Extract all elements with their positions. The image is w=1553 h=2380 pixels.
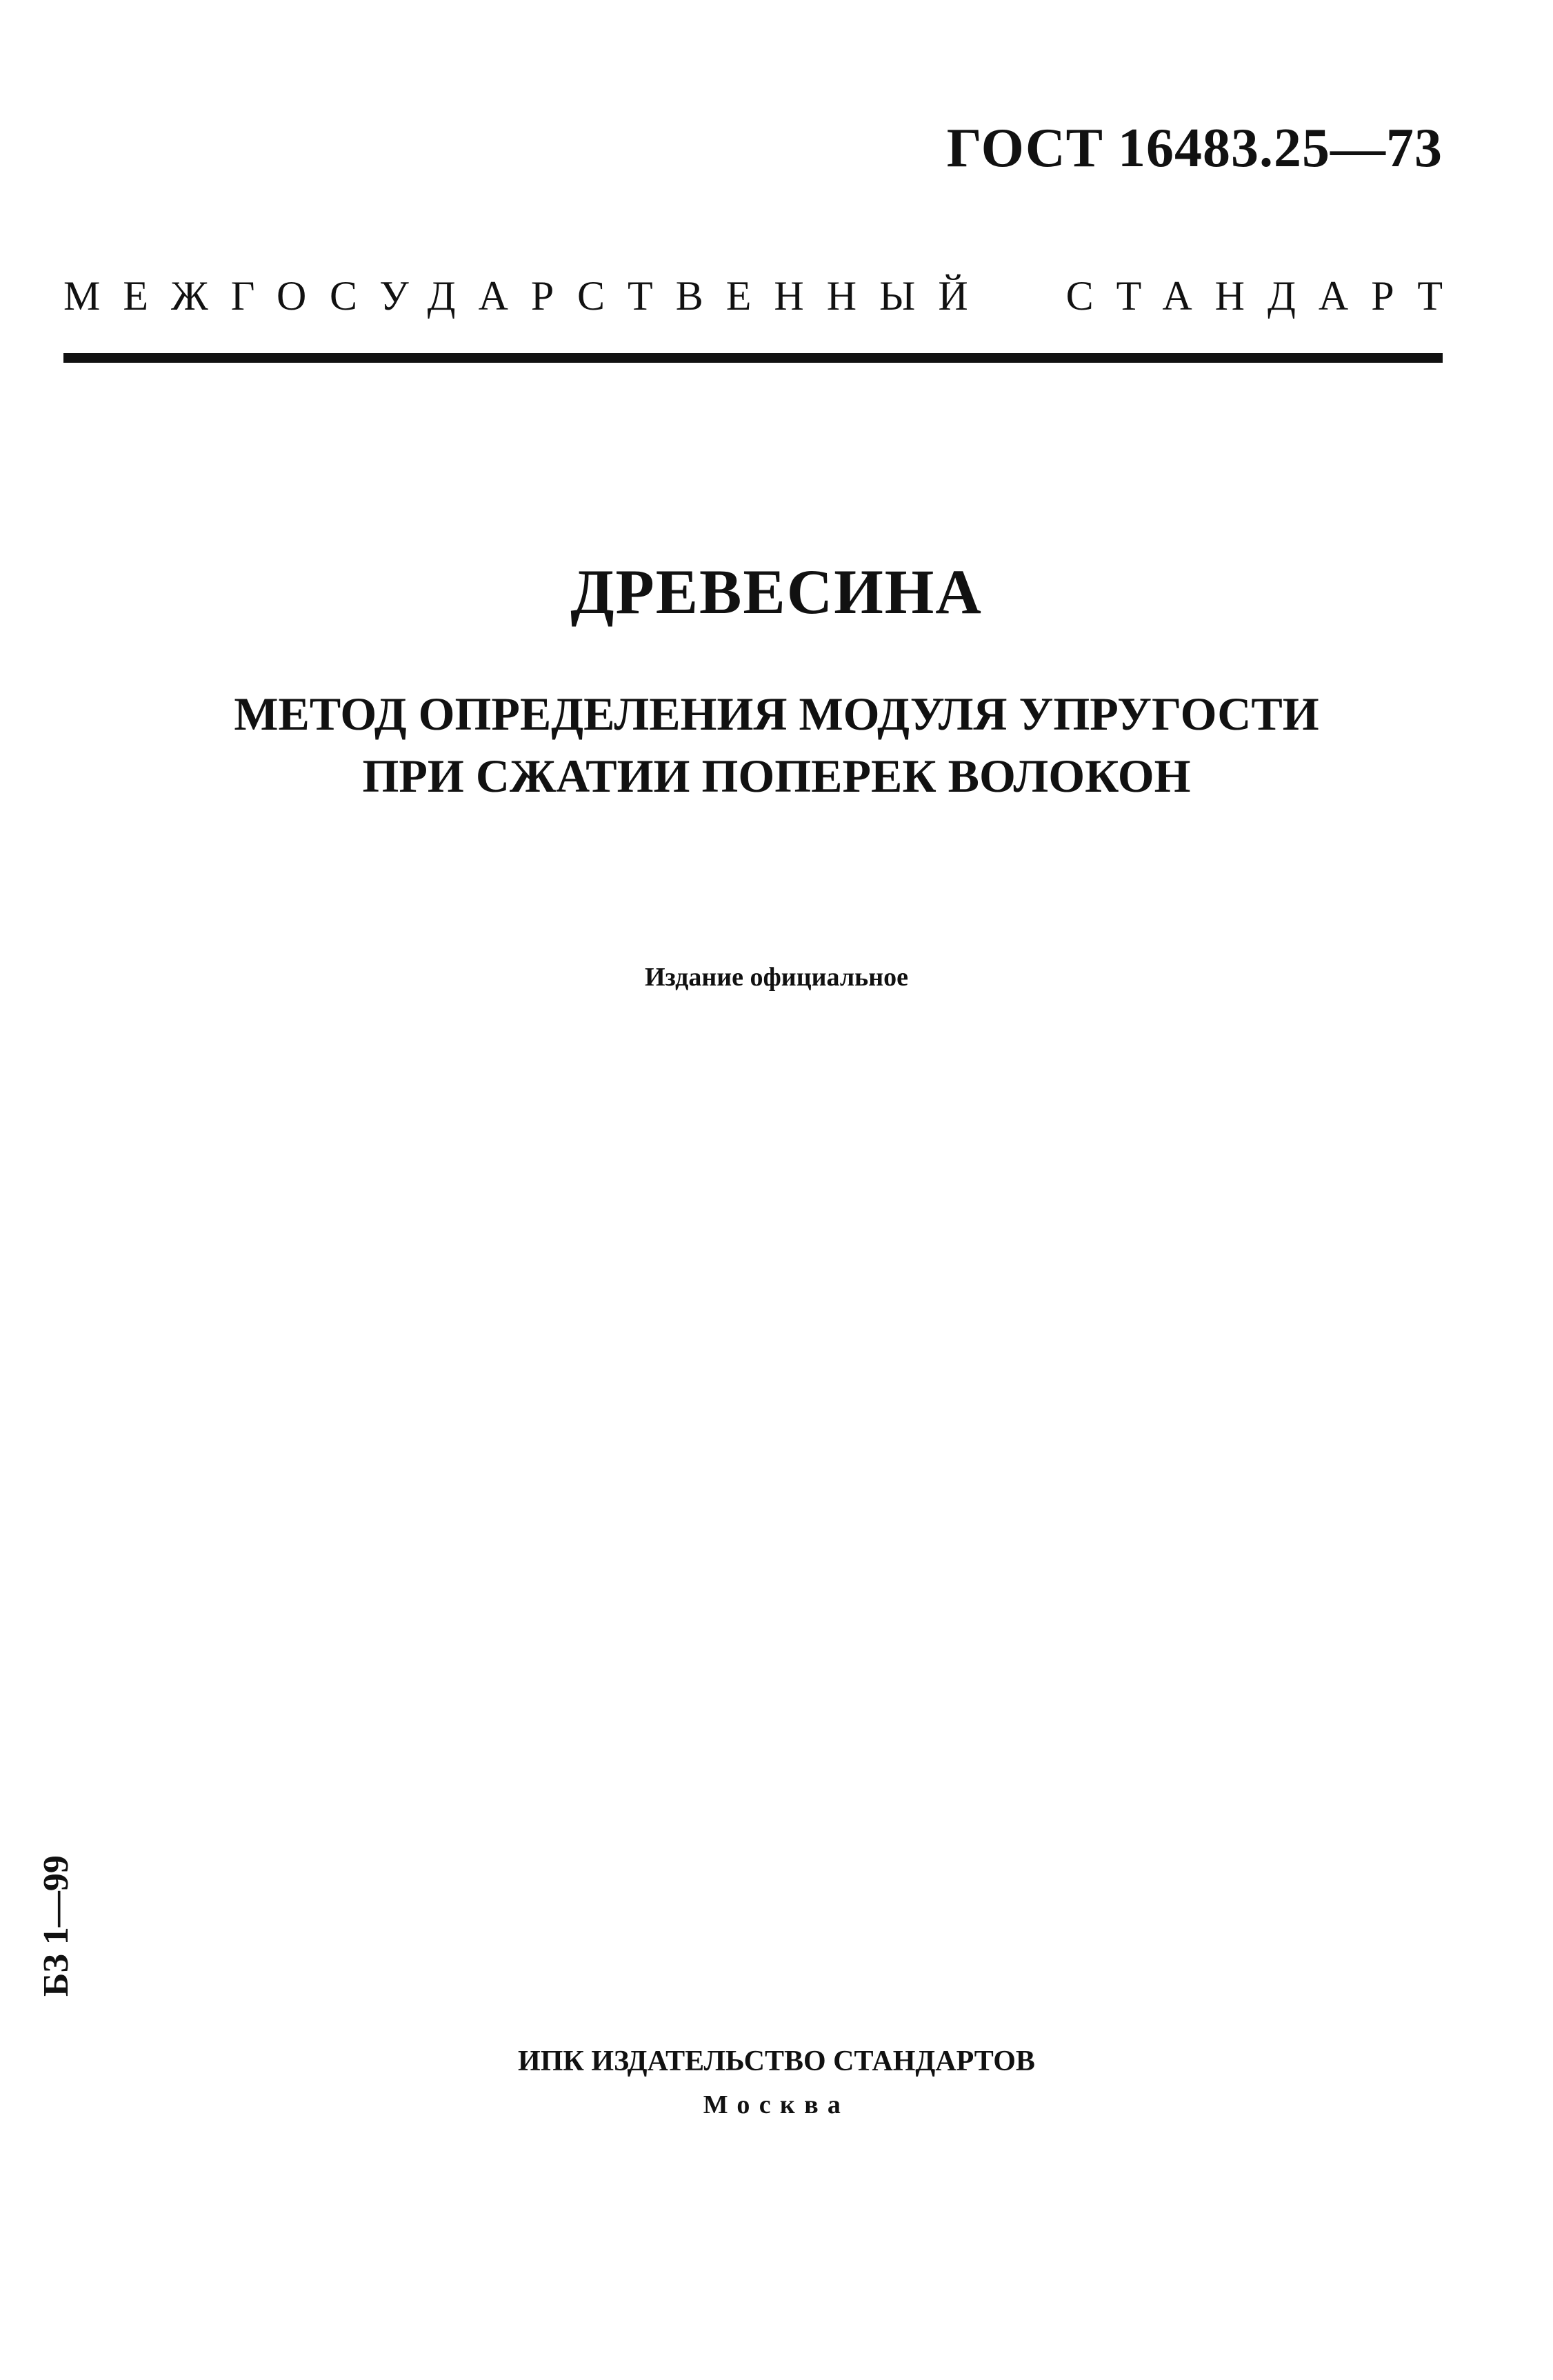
side-catalog-code: БЗ 1—99 xyxy=(37,1855,76,1997)
subtitle-line-1: МЕТОД ОПРЕДЕЛЕНИЯ МОДУЛЯ УПРУГОСТИ xyxy=(234,688,1319,740)
document-title: ДРЕВЕСИНА xyxy=(570,557,983,627)
publisher-name: ИПК ИЗДАТЕЛЬСТВО СТАНДАРТОВ xyxy=(518,2046,1035,2077)
standard-type-word-interstate: МЕЖГОСУДАРСТВЕННЫЙ xyxy=(63,273,991,319)
edition-note: Издание официальное xyxy=(644,963,908,992)
publisher-city: Москва xyxy=(703,2090,850,2119)
standard-type-word-standard: СТАНДАРТ xyxy=(1065,273,1465,319)
header-rule xyxy=(63,353,1443,363)
subtitle-line-2: ПРИ СЖАТИИ ПОПЕРЕК ВОЛОКОН xyxy=(362,750,1191,802)
document-code: ГОСТ 16483.25—73 xyxy=(946,118,1443,179)
document-subtitle xyxy=(0,683,1553,807)
standard-type-line xyxy=(63,272,1465,320)
